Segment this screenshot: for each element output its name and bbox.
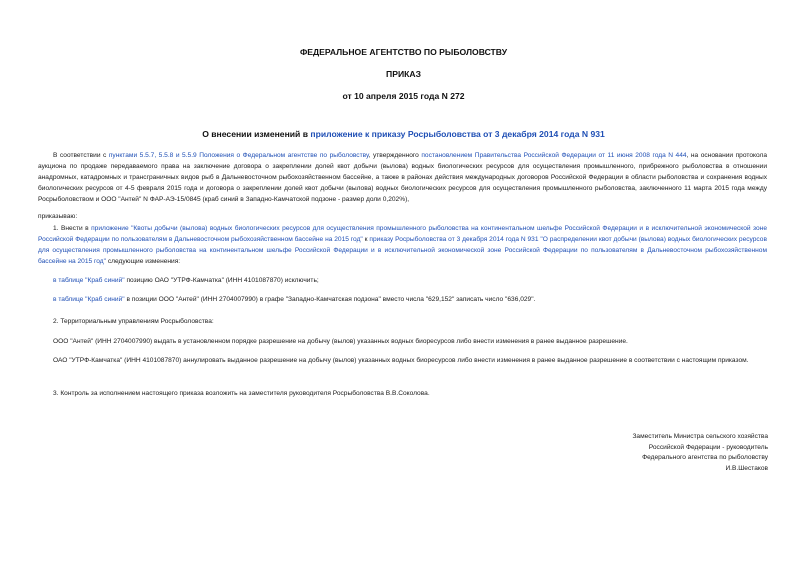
signature-block [468,432,768,474]
table-crab-link-2[interactable]: в таблице "Краб синий" [53,296,125,303]
item-1a-paragraph [38,275,767,286]
signature-line-1: Заместитель Министра сельского хозяйства [632,433,768,440]
item-1b-paragraph [38,294,767,305]
preamble-text-3: , на основании протокола аукциона по продаже передаваемого права на заключение договора о закреплении долей квот добычи (вылова) водных биологических ресурсов для осуществления промышленного, прибрежного рыболовства в отношении анадромных, катадромных и трансграничных видов рыб в Дальневосточном рыбохозяйственном бассейне, а также в районах действия международных договоров Российской Федерации в области рыболовства и сохранения водных биологических ресурсов от 4-5 февраля 2015 года и договора о закреплении долей квот добычи (вылова) водных биологических ресурсов для осуществления промышленного рыболовства, заключенного 11 марта 2015 года между Росрыболовством и ООО "Антей" N ФАР-АЭ-15/0845 (краб синий в Западно-Камчатской подзоне - размер доли 0,202%), [38,152,767,203]
document-date-number: от 10 апреля 2015 года N 272 [342,91,465,101]
item-1-text-3: следующие изменения: [106,258,181,265]
preamble-text-1: В соответствии с [53,152,109,159]
item-1-paragraph [38,223,767,267]
item-2-paragraph: 2. Территориальным управлениям Росрыболовства: [53,318,214,325]
item-1-text-1: 1. Внести в [53,225,92,232]
item-2b-paragraph: ОАО "УТРФ-Камчатка" (ИНН 4101087870) аннулировать выданное разрешение на добычу (вылов) указанных водных биоресурсов либо внести изменения в ранее выданное разрешение в соответствии с настоящим приказом. [53,357,749,364]
regulation-link[interactable]: пунктами 5.5.7, 5.5.8 и 5.5.9 Положения о Федеральном агентстве по рыболовству [108,152,369,159]
appendix-link[interactable]: приложение "Квоты добычи (вылова) водных биологических ресурсов для осуществления промышленного рыболовства на континентальном шельфе Российской Федерации и в исключительной экономической зоне Российской Федерации по пользователям в Дальневосточном рыбохозяйственном бассейне на 2015 год" [38,225,767,243]
table-crab-link-1[interactable]: в таблице "Краб синий" [53,277,125,284]
preamble-text-2: , утвержденного [368,152,422,159]
title-prefix: О внесении изменений в [202,129,311,139]
preamble-paragraph [38,150,767,205]
signature-line-3: Федерального агентства по рыболовству [642,454,768,461]
order-931-link[interactable]: приказу Росрыболовства от 3 декабря 2014 года N 931 "О распределении квот добычи (вылова) водных биологических ресурсов для осуществления промышленного рыболовства на континентальном шельфе Российской Федерации и в исключительной экономической зоне Российской Федерации по пользователям в Дальневосточном рыбохозяйственном бассейне на 2015 год" [38,236,767,265]
item-1a-text: позицию ОАО "УТРФ-Камчатка" (ИНН 4101087870) исключить; [124,277,319,284]
agency-name: ФЕДЕРАЛЬНОЕ АГЕНТСТВО ПО РЫБОЛОВСТВУ [299,47,508,57]
document-type: ПРИКАЗ [386,69,421,79]
signature-name: И.В.Шестаков [725,464,768,472]
title-link[interactable]: приложение к приказу Росрыболовства от 3 декабря 2014 года N 931 [310,129,605,139]
order-word: приказываю: [38,213,78,220]
signature-line-2: Российской Федерации - руководитель [648,443,768,451]
item-1-text-2: к [362,236,370,243]
government-decree-link[interactable]: постановлением Правительства Российской Федерации от 11 июня 2008 года N 444 [421,152,687,159]
item-2a-paragraph: ООО "Антей" (ИНН 2704007990) выдать в установленном порядке разрешение на добычу (вылов) указанных водных биоресурсов либо внести изменения в ранее выданное разрешение. [53,338,628,345]
item-1b-text: в позиции ООО "Антей" (ИНН 2704007990) в графе "Западно-Камчатская подзона" вместо числа "629,152" записать число "636,029". [124,296,536,303]
document-title [0,129,807,139]
item-3-paragraph: 3. Контроль за исполнением настоящего приказа возложить на заместителя руководителя Росрыболовства В.В.Соколова. [53,390,430,397]
